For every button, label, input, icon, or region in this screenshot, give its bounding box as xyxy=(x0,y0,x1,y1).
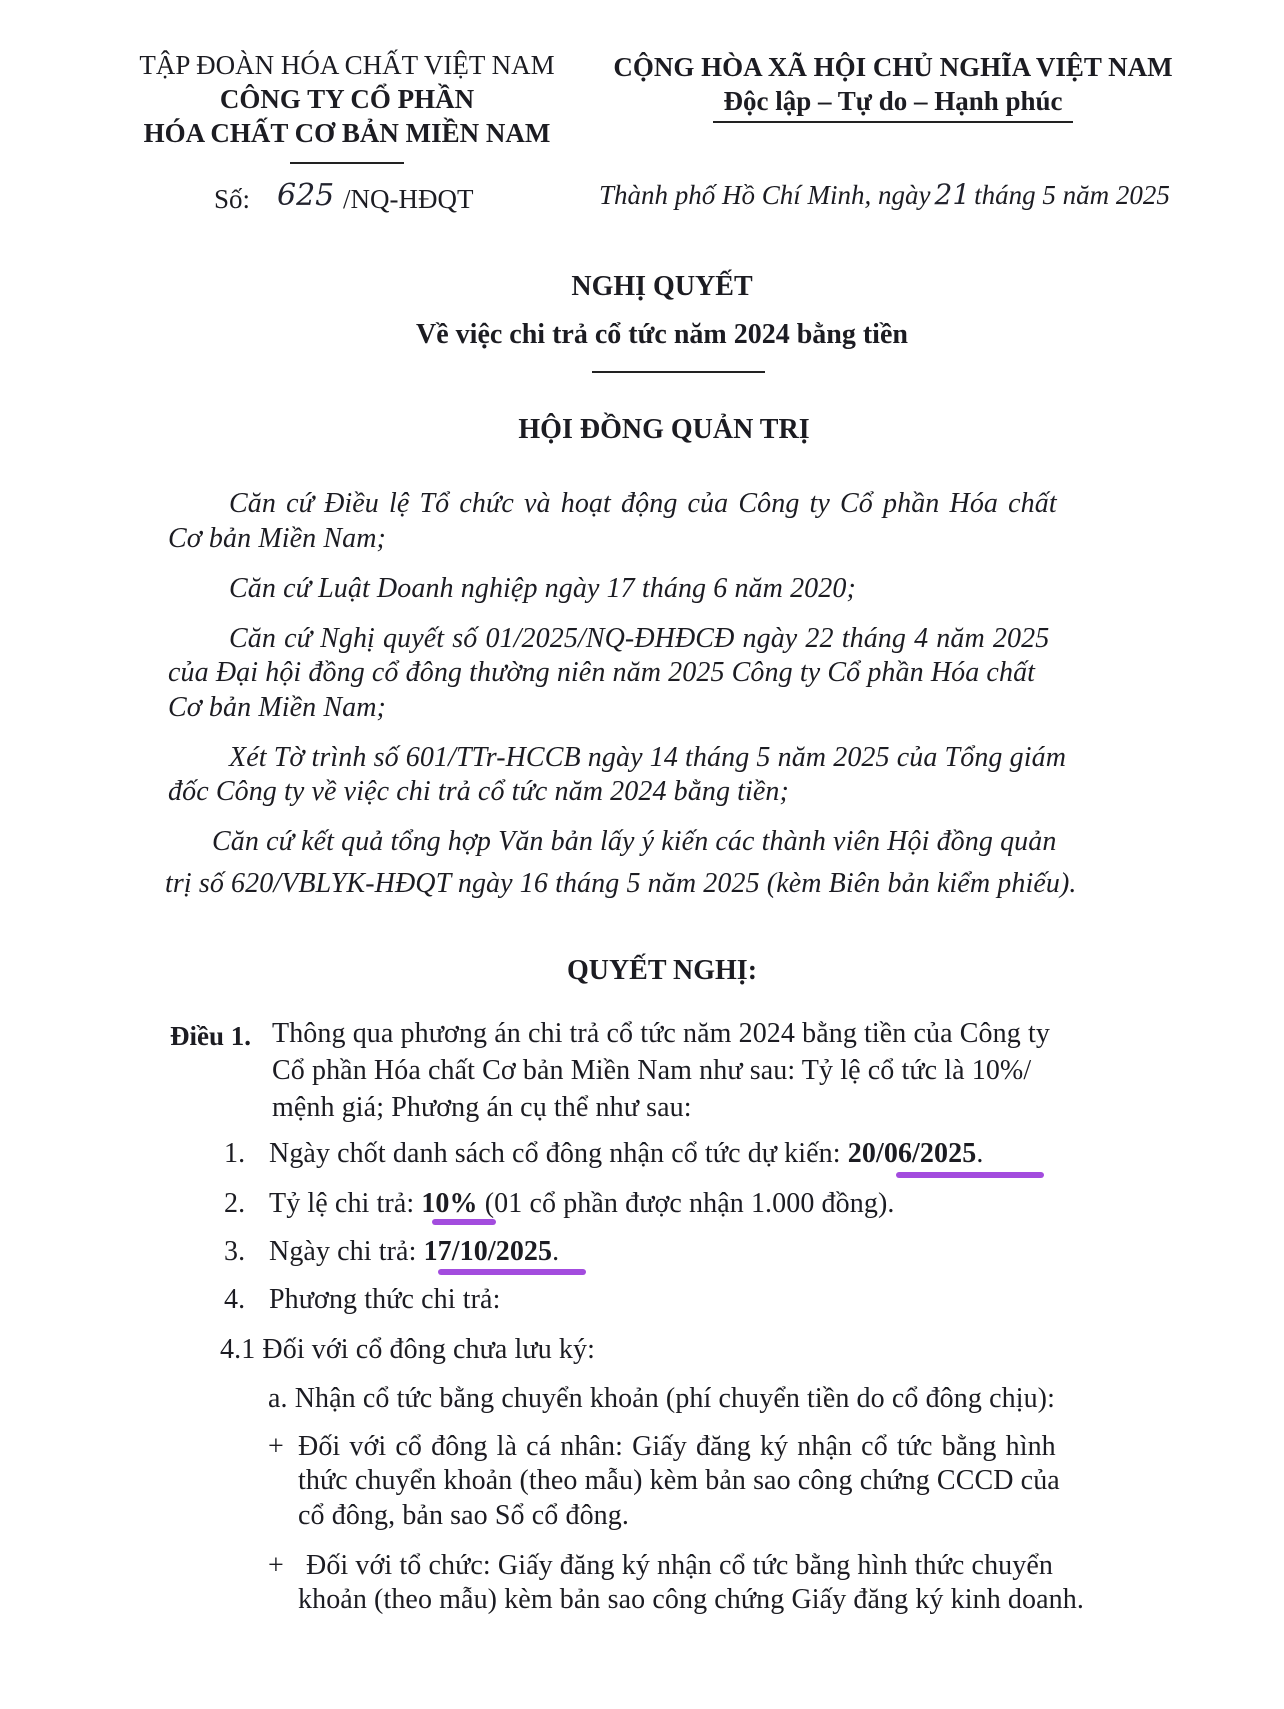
bullet-2-mark: + xyxy=(268,1550,284,1581)
issue-day-handwritten: 21 xyxy=(934,178,971,211)
item-3-text: Ngày chi trả: xyxy=(269,1236,424,1267)
basis-4-line2: đốc Công ty về việc chi trả cổ tức năm 2024 bằng tiền; xyxy=(168,776,789,807)
doc-number-suffix: /NQ-HĐQT xyxy=(343,184,474,214)
item-2-text: Tỷ lệ chi trả: xyxy=(269,1188,422,1219)
board-heading: HỘI ĐỒNG QUẢN TRỊ xyxy=(518,414,810,445)
basis-3-line1: Căn cứ Nghị quyết số 01/2025/NQ-ĐHĐCĐ ngày 22 tháng 4 năm 2025 xyxy=(229,623,1050,654)
article-1-line1: Thông qua phương án chi trả cổ tức năm 2024 bằng tiền của Công ty xyxy=(272,1018,1050,1049)
article-1-line3: mệnh giá; Phương án cụ thể như sau: xyxy=(272,1092,692,1123)
basis-2: Căn cứ Luật Doanh nghiệp ngày 17 tháng 6 năm 2020; xyxy=(229,573,856,604)
national-motto: Độc lập – Tự do – Hạnh phúc xyxy=(723,86,1063,116)
article-1-line2: Cổ phần Hóa chất Cơ bản Miền Nam như sau: Tỷ lệ cổ tức là 10%/ xyxy=(272,1055,1032,1086)
document-title: NGHỊ QUYẾT xyxy=(571,271,753,302)
item-4-number: 4. xyxy=(224,1284,246,1315)
bullet-1-mark: + xyxy=(268,1431,284,1462)
item-1-text: Ngày chốt danh sách cổ đông nhận cổ tức dự kiến: xyxy=(269,1138,848,1169)
payment-date-value: 17/10/2025 xyxy=(423,1236,553,1267)
item-4-text: Phương thức chi trả: xyxy=(269,1284,501,1315)
basis-1-line1: Căn cứ Điều lệ Tổ chức và hoạt động của Công ty Cổ phần Hóa chất xyxy=(229,488,1057,519)
org-name-line1: TẬP ĐOÀN HÓA CHẤT VIỆT NAM xyxy=(139,50,555,80)
sub-item-4-1: 4.1 Đối với cổ đông chưa lưu ký: xyxy=(220,1334,595,1365)
item-3 xyxy=(269,1236,559,1268)
basis-3-line3: Cơ bản Miền Nam; xyxy=(168,692,386,723)
issue-date-prefix: Thành phố Hồ Chí Minh, ngày xyxy=(599,180,931,210)
title-underline xyxy=(592,371,765,373)
bullet-1-line2: thức chuyển khoản (theo mẫu) kèm bản sao công chứng CCCD của xyxy=(298,1465,1060,1496)
basis-5-line2: trị số 620/VBLYK-HĐQT ngày 16 tháng 5 năm 2025 (kèm Biên bản kiểm phiếu). xyxy=(165,868,1077,899)
item-2-number: 2. xyxy=(224,1188,246,1219)
record-date-value: 20/06/2025 xyxy=(847,1138,977,1169)
highlight-payment-date xyxy=(438,1269,586,1275)
issue-date-suffix: tháng 5 năm 2025 xyxy=(974,180,1170,210)
basis-1-line2: Cơ bản Miền Nam; xyxy=(168,523,386,554)
basis-5-line1: Căn cứ kết quả tổng hợp Văn bản lấy ý kiến các thành viên Hội đồng quản xyxy=(212,826,1057,857)
doc-number-label: Số: xyxy=(214,184,251,214)
country-name: CỘNG HÒA XÃ HỘI CHỦ NGHĨA VIỆT NAM xyxy=(613,52,1173,82)
org-underline xyxy=(290,162,404,164)
motto-underline xyxy=(713,121,1073,123)
org-name-line2: CÔNG TY CỔ PHẦN xyxy=(219,84,475,114)
item-3-end: . xyxy=(552,1236,560,1267)
item-3-number: 3. xyxy=(224,1236,246,1267)
bullet-2-line1: Đối với tổ chức: Giấy đăng ký nhận cổ tức bằng hình thức chuyển xyxy=(306,1550,1054,1581)
item-1-number: 1. xyxy=(224,1138,246,1169)
item-1 xyxy=(269,1138,983,1170)
item-1-end: . xyxy=(976,1138,984,1169)
bullet-1-line3: cổ đông, bản sao Sổ cổ đông. xyxy=(298,1500,629,1531)
article-1-label: Điều 1. xyxy=(170,1021,251,1051)
basis-4-line1: Xét Tờ trình số 601/TTr-HCCB ngày 14 tháng 5 năm 2025 của Tổng giám xyxy=(229,742,1067,773)
bullet-1-line1: Đối với cổ đông là cá nhân: Giấy đăng ký nhận cổ tức bằng hình xyxy=(298,1431,1056,1462)
resolution-heading: QUYẾT NGHỊ: xyxy=(566,955,758,986)
issue-date xyxy=(599,178,1170,211)
document-subtitle: Về việc chi trả cổ tức năm 2024 bằng tiền xyxy=(416,319,908,350)
doc-number-handwritten: 625 xyxy=(277,178,335,213)
payout-ratio-value: 10% xyxy=(421,1188,478,1219)
item-2-end: (01 cổ phần được nhận 1.000 đồng). xyxy=(477,1188,895,1219)
item-2 xyxy=(269,1188,894,1220)
highlight-payout-ratio xyxy=(432,1219,496,1225)
highlight-record-date xyxy=(896,1172,1044,1178)
org-name-line3: HÓA CHẤT CƠ BẢN MIỀN NAM xyxy=(143,118,551,148)
bullet-2-line2: khoản (theo mẫu) kèm bản sao công chứng Giấy đăng ký kinh doanh. xyxy=(298,1584,1084,1615)
sub-item-a: a. Nhận cổ tức bằng chuyển khoản (phí chuyển tiền do cổ đông chịu): xyxy=(268,1383,1055,1414)
basis-3-line2: của Đại hội đồng cổ đông thường niên năm 2025 Công ty Cổ phần Hóa chất xyxy=(168,657,1036,688)
